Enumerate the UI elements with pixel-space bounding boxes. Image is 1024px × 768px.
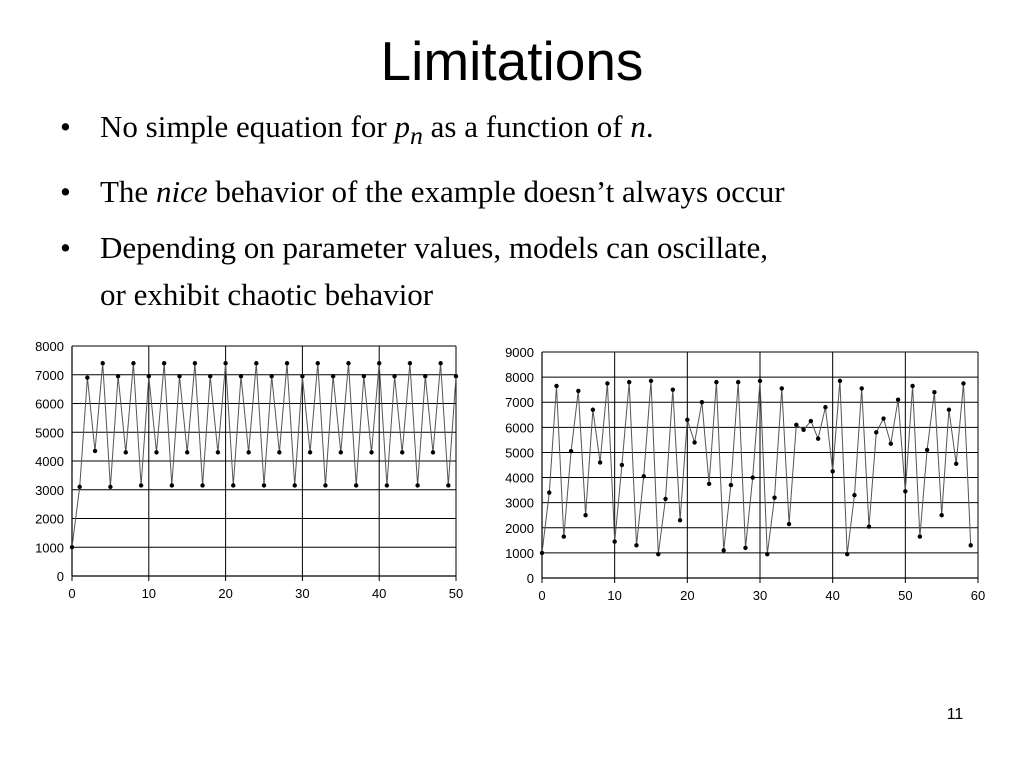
bullet-item [56,168,1006,215]
data-point [780,386,784,390]
data-point [170,483,174,487]
data-point [758,379,762,383]
data-point [354,483,358,487]
data-point [323,483,327,487]
data-point [809,419,813,423]
data-point [852,493,856,497]
data-point [231,483,235,487]
data-point [801,428,805,432]
bullet-text: behavior of the example doesn’t always occur [207,174,785,210]
emphasis-nice: nice [155,174,208,210]
variable-subscript-n: n [409,121,423,151]
data-point [431,450,435,454]
data-point [583,513,587,517]
data-point [787,522,791,526]
x-tick-label: 50 [898,588,913,603]
data-point [925,448,929,452]
data-point [269,374,273,378]
data-point [743,546,747,550]
x-tick-label: 20 [218,586,233,601]
data-point [262,483,266,487]
data-point [331,374,335,378]
y-tick-label: 7000 [505,395,534,411]
data-point [671,387,675,391]
data-point [961,381,965,385]
data-point [540,551,544,555]
data-point [147,374,151,378]
data-point [139,483,143,487]
bullet-text: No simple equation for [100,109,395,144]
bullet-marker: • [60,174,71,210]
data-point [707,482,711,486]
data-point [649,379,653,383]
data-point [562,534,566,538]
data-point [947,408,951,412]
y-tick-label: 3000 [505,495,534,511]
data-point [200,483,204,487]
data-point [547,490,551,494]
data-point [277,450,281,454]
data-point [910,384,914,388]
data-point [300,374,304,378]
data-point [605,381,609,385]
x-tick-label: 0 [538,588,546,603]
x-tick-label: 20 [680,588,695,603]
data-point [896,398,900,402]
data-point [454,374,458,378]
y-tick-label: 7000 [35,367,64,383]
data-point [823,405,827,409]
data-point [101,361,105,365]
x-tick-label: 30 [752,588,768,603]
data-point [131,361,135,365]
data-point [932,390,936,394]
data-point [316,361,320,365]
data-point [185,450,189,454]
data-point [634,543,638,547]
y-tick-label: 9000 [505,345,534,360]
bullet-item [56,224,1006,318]
oscillating-line-chart [0,330,470,620]
y-tick-label: 3000 [35,482,64,498]
data-point [678,518,682,522]
bullet-list [56,103,1006,327]
bullet-text: . [645,109,654,144]
data-point [867,524,871,528]
data-point [162,361,166,365]
data-point [193,361,197,365]
bullet-marker: • [60,109,71,144]
y-tick-label: 4000 [505,470,534,486]
data-point [838,379,842,383]
bullet-text-line-1: Depending on parameter values, models can oscillate, [100,230,768,266]
data-point [116,374,120,378]
data-point [93,449,97,453]
x-tick-label: 60 [970,588,986,603]
slide-title: Limitations [380,30,644,92]
y-tick-label: 8000 [35,339,64,354]
data-point [765,552,769,556]
data-point [729,483,733,487]
data-point [446,483,450,487]
data-point [860,386,864,390]
data-point [830,469,834,473]
data-point [612,539,616,543]
data-point [177,374,181,378]
data-point [685,418,689,422]
data-point [591,408,595,412]
data-point [108,485,112,489]
data-point [85,375,89,379]
x-tick-label: 40 [825,588,840,603]
data-point [656,552,660,556]
data-point [598,460,602,464]
y-tick-label: 5000 [505,445,534,461]
x-tick-label: 50 [448,586,464,601]
data-point [969,543,973,547]
data-point [620,463,624,467]
data-point [721,548,725,552]
y-tick-label: 5000 [35,425,64,441]
bullet-marker: • [60,230,71,266]
data-point [903,489,907,493]
data-point [254,361,258,365]
data-point [954,462,958,466]
data-point [627,380,631,384]
data-point [339,450,343,454]
y-tick-label: 2000 [505,520,534,536]
data-point [569,449,573,453]
data-point [369,450,373,454]
data-point [874,430,878,434]
y-tick-label: 1000 [35,540,64,556]
bullet-item [56,103,1006,159]
series-line [72,363,456,547]
x-tick-label: 30 [295,586,310,601]
data-point [154,450,158,454]
data-point [889,441,893,445]
data-point [816,436,820,440]
data-point [77,485,81,489]
y-tick-label: 6000 [505,420,534,436]
y-tick-label: 0 [56,569,64,584]
y-tick-label: 1000 [505,545,534,561]
data-point [246,450,250,454]
data-point [423,374,427,378]
x-tick-label: 10 [607,588,622,603]
data-point [285,361,289,365]
data-point [208,374,212,378]
data-point [881,416,885,420]
data-point [392,374,396,378]
x-tick-label: 0 [68,586,76,601]
data-point [438,361,442,365]
data-point [415,483,419,487]
data-point [845,552,849,556]
y-tick-label: 8000 [505,370,534,386]
y-tick-label: 2000 [35,511,64,527]
data-point [385,483,389,487]
page-number: 11 [946,706,964,723]
data-point [293,483,297,487]
data-point [239,374,243,378]
chaotic-line-chart [490,338,1000,618]
data-point [362,374,366,378]
data-point [939,513,943,517]
data-point [642,474,646,478]
data-point [700,400,704,404]
data-point [408,361,412,365]
data-point [308,450,312,454]
data-point [124,450,128,454]
data-point [918,534,922,538]
variable-n: n [630,109,646,144]
data-point [377,361,381,365]
data-point [223,361,227,365]
data-point [736,380,740,384]
data-point [663,497,667,501]
data-point [576,389,580,393]
data-point [554,384,558,388]
x-tick-label: 10 [141,586,157,601]
data-point [400,450,404,454]
y-tick-label: 4000 [35,454,64,469]
x-tick-label: 40 [371,586,387,601]
data-point [751,475,755,479]
data-point [772,495,776,499]
bullet-text: as a function of [422,109,631,144]
data-point [794,423,798,427]
data-point [216,450,220,454]
data-point [346,361,350,365]
variable-p: p [394,109,410,144]
bullet-text: The [100,174,156,210]
y-tick-label: 0 [526,571,534,586]
data-point [692,440,696,444]
data-point [70,545,74,549]
data-point [714,380,718,384]
bullet-text-line-2: or exhibit chaotic behavior [100,277,434,313]
y-tick-label: 6000 [35,396,64,412]
